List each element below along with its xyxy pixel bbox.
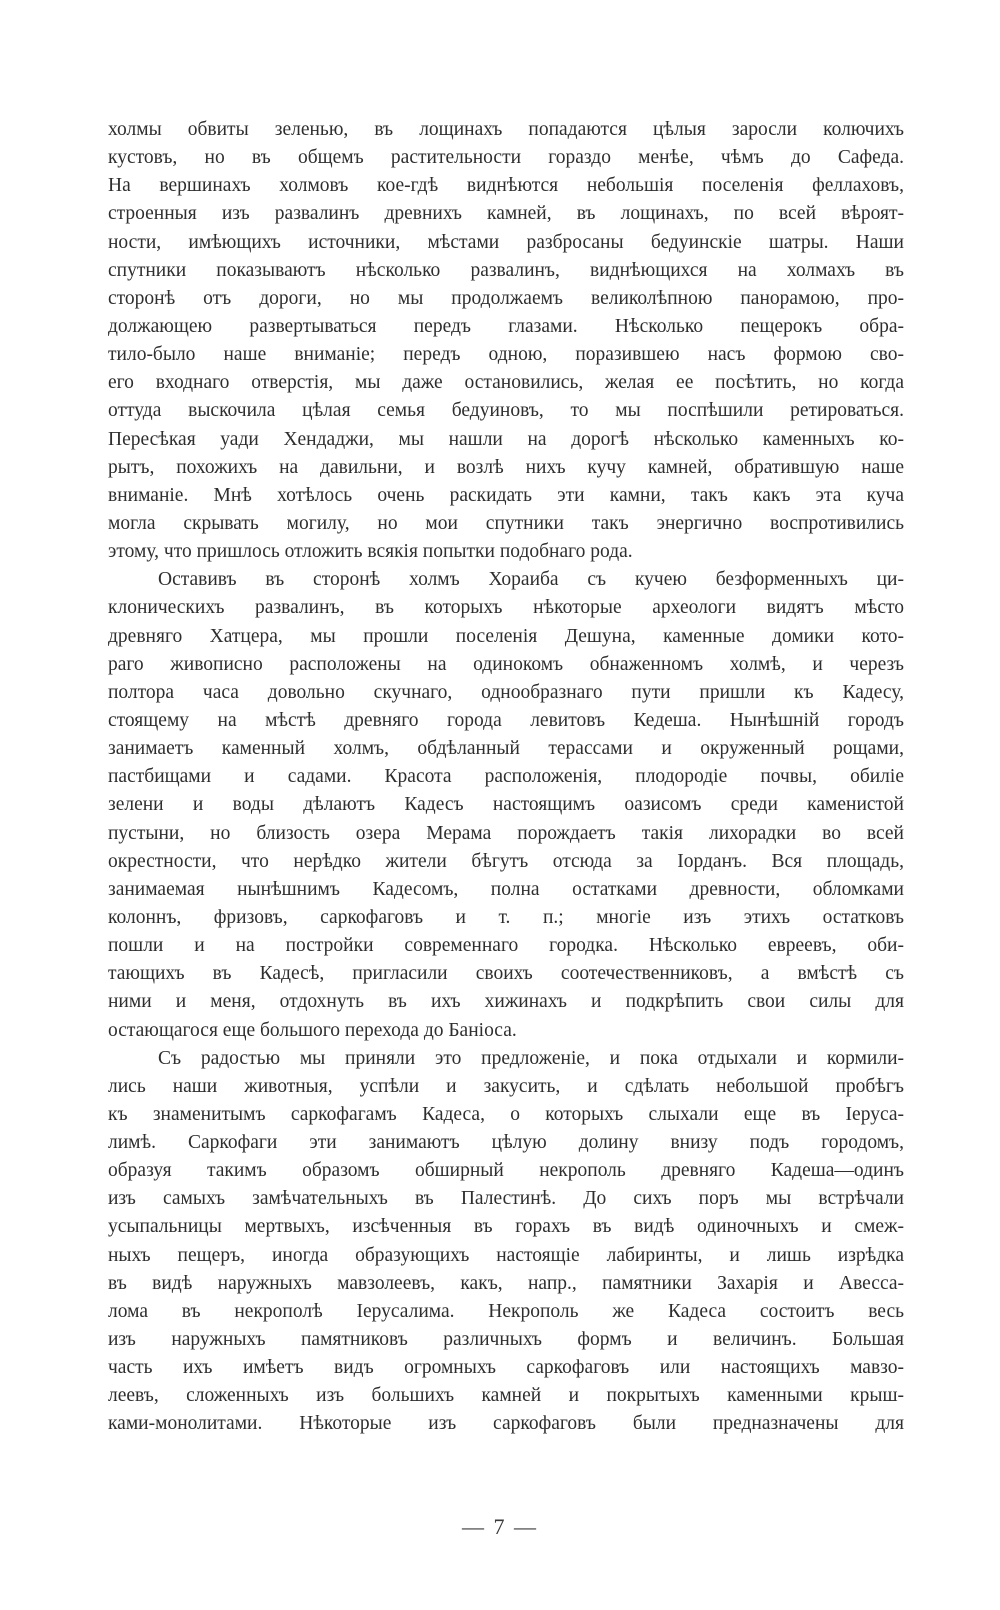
- text-line: ними и меня, отдохнуть въ ихъ хижинахъ и подкрѣпить свои силы для: [108, 991, 904, 1013]
- text-line: усыпальницы мертвыхъ, изсѣченныя въ горахъ въ видѣ одиночныхъ и смеж-: [108, 1216, 904, 1238]
- text-line: оттуда выскочила цѣлая семья бедуиновъ, то мы поспѣшили ретироваться.: [108, 400, 904, 422]
- text-line: раго живописно расположены на одинокомъ обнаженномъ холмѣ, и черезъ: [108, 653, 904, 675]
- text-line: холмы обвиты зеленью, въ лощинахъ попадаются цѣлыя заросли колючихъ: [108, 119, 904, 140]
- text-line: пастбищами и садами. Красота расположенія, плодородіе почвы, обиліе: [108, 766, 904, 788]
- text-line: образуя такимъ образомъ обширный некрополь древняго Кадеша—одинъ: [108, 1160, 904, 1182]
- text-line: зелени и воды дѣлаютъ Кадесъ настоящимъ оазисомъ среди каменистой: [108, 794, 904, 816]
- text-line: къ знаменитымъ саркофагамъ Кадеса, о которыхъ слыхали еще въ Іеруса-: [108, 1103, 904, 1125]
- text-line: часть ихъ имѣетъ видъ огромныхъ саркофаговъ или настоящихъ мавзо-: [108, 1357, 904, 1379]
- text-line: клоническихъ развалинъ, въ которыхъ нѣкоторые археологи видятъ мѣсто: [108, 597, 904, 619]
- text-line: Пересѣкая уади Хендаджи, мы нашли на дорогѣ нѣсколько каменныхъ ко-: [108, 428, 904, 450]
- text-line: вниманіе. Мнѣ хотѣлось очень раскидать эти камни, такъ какъ эта куча: [108, 484, 904, 506]
- text-line: ныхъ пещеръ, иногда образующихъ настоящіе лабиринты, и лишь изрѣдка: [108, 1244, 904, 1266]
- text-line: кустовъ, но въ общемъ растительности гораздо менѣе, чѣмъ до Сафеда.: [108, 147, 904, 169]
- text-line: строенныя изъ развалинъ древнихъ камней, въ лощинахъ, по всей вѣроят-: [108, 203, 904, 225]
- text-line: тило-было наше вниманіе; передъ одною, поразившею насъ формою сво-: [108, 344, 904, 366]
- text-line: лома въ некрополѣ Іерусалима. Некрополь же Кадеса состоитъ весь: [108, 1300, 904, 1322]
- text-line: его входнаго отверстія, мы даже остановились, желая ее посѣтить, но когда: [108, 372, 904, 394]
- text-line: древняго Хатцера, мы прошли поселенія Дешуна, каменные домики кото-: [108, 625, 904, 647]
- text-line: лимѣ. Саркофаги эти занимаютъ цѣлую долину внизу подъ городомъ,: [108, 1132, 904, 1154]
- text-line: пошли и на постройки современнаго городка. Нѣсколько евреевъ, оби-: [108, 935, 904, 957]
- text-line: изъ наружныхъ памятниковъ различныхъ формъ и величинъ. Большая: [108, 1329, 904, 1351]
- text-line: колоннъ, фризовъ, саркофаговъ и т. п.; многіе изъ этихъ остатковъ: [108, 906, 904, 928]
- text-line: леевъ, сложенныхъ изъ большихъ камней и покрытыхъ каменными крыш-: [108, 1385, 904, 1407]
- text-line: пустыни, но близость озера Мерама порождаетъ такія лихорадки во всей: [108, 822, 904, 844]
- text-line: спутники показываютъ нѣсколько развалинъ, виднѣющихся на холмахъ въ: [108, 259, 904, 281]
- body-text: [108, 116, 904, 1439]
- paragraph-end-line: этому, что пришлось отложить всякія попытки подобнаго рода.: [108, 541, 633, 563]
- text-line: сторонѣ отъ дороги, но мы продолжаемъ великолѣпною панорамою, про-: [108, 287, 904, 309]
- text-line: На вершинахъ холмовъ кое-гдѣ виднѣются небольшія поселенія феллаховъ,: [108, 175, 904, 197]
- text-line: въ видѣ наружныхъ мавзолеевъ, какъ, напр., памятники Захарія и Авесса-: [108, 1272, 904, 1294]
- paragraph-end-line: остающагося еще большого перехода до Баніоса.: [108, 1019, 517, 1041]
- text-line: должающею развертываться передъ глазами. Нѣсколько пещерокъ обра-: [108, 315, 904, 337]
- text-line: изъ самыхъ замѣчательныхъ въ Палестинѣ. До сихъ поръ мы встрѣчали: [108, 1188, 904, 1210]
- text-line: полтора часа довольно скучнаго, однообразнаго пути пришли къ Кадесу,: [108, 681, 904, 703]
- text-line: ками-монолитами. Нѣкоторые изъ саркофаговъ были предназначены для: [108, 1413, 904, 1435]
- text-line: занимаемая нынѣшнимъ Кадесомъ, полна остатками древности, обломками: [108, 878, 904, 900]
- page-number: — 7 —: [462, 1514, 538, 1539]
- text-line: занимаетъ каменный холмъ, обдѣланный терассами и окруженный рощами,: [108, 738, 904, 760]
- text-line: лись наши животныя, успѣли и закусить, и сдѣлать небольшой пробѣгъ: [108, 1075, 904, 1097]
- text-line: окрестности, что нерѣдко жители бѣгутъ отсюда за Іорданъ. Вся площадь,: [108, 850, 904, 872]
- text-line: тающихъ въ Кадесѣ, пригласили своихъ соотечественниковъ, а вмѣстѣ съ: [108, 963, 904, 985]
- text-line: стоящему на мѣстѣ древняго города левитовъ Кедеша. Нынѣшній городъ: [108, 709, 904, 731]
- text-line: могла скрывать могилу, но мои спутники такъ энергично воспротивились: [108, 512, 904, 534]
- text-line: ности, имѣющихъ источники, мѣстами разбросаны бедуинскіе шатры. Наши: [108, 231, 904, 253]
- text-line: рытъ, похожихъ на давильни, и возлѣ нихъ кучу камней, обратившую наше: [108, 456, 904, 478]
- paragraph-start-line: Оставивъ въ сторонѣ холмъ Хораиба съ кучею безформенныхъ ци-: [158, 569, 904, 591]
- paragraph-start-line: Съ радостью мы приняли это предложеніе, и пока отдыхали и кормили-: [158, 1047, 904, 1069]
